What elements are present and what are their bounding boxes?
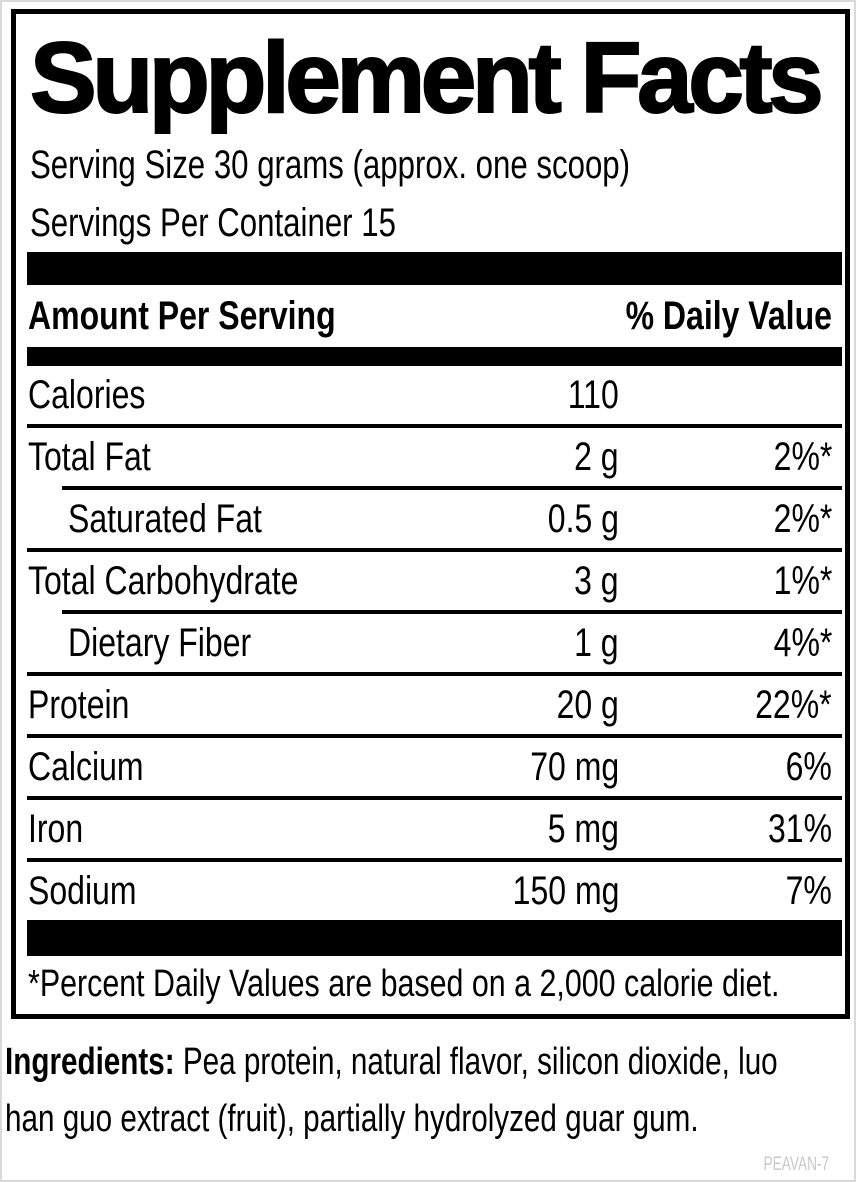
daily-value-header: % Daily Value [625,293,832,338]
nutrient-row-calcium [16,738,845,796]
panel-title: Supplement Facts [30,22,820,134]
nutrient-dv: 2%* [773,496,832,541]
nutrient-name: Saturated Fat [68,496,262,541]
thick-divider-bottom [27,920,842,956]
nutrient-amount: 5 mg [547,806,619,851]
nutrient-row-total-fat [16,428,845,486]
nutrient-amount: 1 g [574,620,619,665]
nutrient-amount: 2 g [574,434,619,479]
nutrient-name: Sodium [28,868,137,913]
nutrient-name: Calories [28,372,146,417]
nutrient-dv: 1%* [773,558,832,603]
nutrient-name: Protein [28,682,130,727]
thick-divider-top [27,252,842,285]
ingredients-line-2: han guo extract (fruit), partially hydrolyzed guar gum. [5,1098,699,1140]
nutrient-dv: 22%* [755,682,832,727]
nutrient-name: Total Fat [28,434,151,479]
nutrient-amount: 0.5 g [547,496,619,541]
nutrient-row-saturated-fat [16,490,845,548]
nutrient-amount: 20 g [556,682,619,727]
column-header-row [16,285,845,347]
nutrient-name: Dietary Fiber [68,620,252,665]
amount-per-serving-header: Amount Per Serving [28,293,336,338]
nutrient-row-total-carbohydrate [16,552,845,610]
nutrient-dv: 4%* [773,620,832,665]
nutrient-amount: 110 [567,372,619,417]
nutrient-dv: 7% [785,868,832,913]
ingredients-line-1: Pea protein, natural flavor, silicon dioxide, luo [182,1041,778,1083]
product-code-watermark: PEAVAN-7 [763,1154,829,1175]
header-divider [27,347,842,366]
nutrient-row-sodium [16,862,845,920]
nutrient-row-protein [16,676,845,734]
nutrient-row-iron [16,800,845,858]
servings-per-container: Servings Per Container 15 [30,201,396,245]
nutrient-amount: 150 mg [512,868,619,913]
daily-value-footnote: *Percent Daily Values are based on a 2,000 calorie diet. [28,963,780,1005]
ingredients-text [5,1034,856,1148]
ingredients-label: Ingredients: [5,1041,175,1083]
nutrient-dv: 2%* [773,434,832,479]
serving-size: Serving Size 30 grams (approx. one scoop) [30,143,631,187]
nutrient-dv: 6% [785,744,832,789]
nutrient-amount: 70 mg [530,744,619,789]
serving-info [30,136,845,252]
supplement-facts-panel [11,9,850,1019]
nutrient-name: Calcium [28,744,144,789]
nutrient-name: Iron [28,806,84,851]
nutrient-name: Total Carbohydrate [28,558,299,603]
nutrient-amount: 3 g [574,558,619,603]
nutrient-row-dietary-fiber [16,614,845,672]
nutrient-dv: 31% [767,806,832,851]
nutrient-row-calories [16,366,845,424]
